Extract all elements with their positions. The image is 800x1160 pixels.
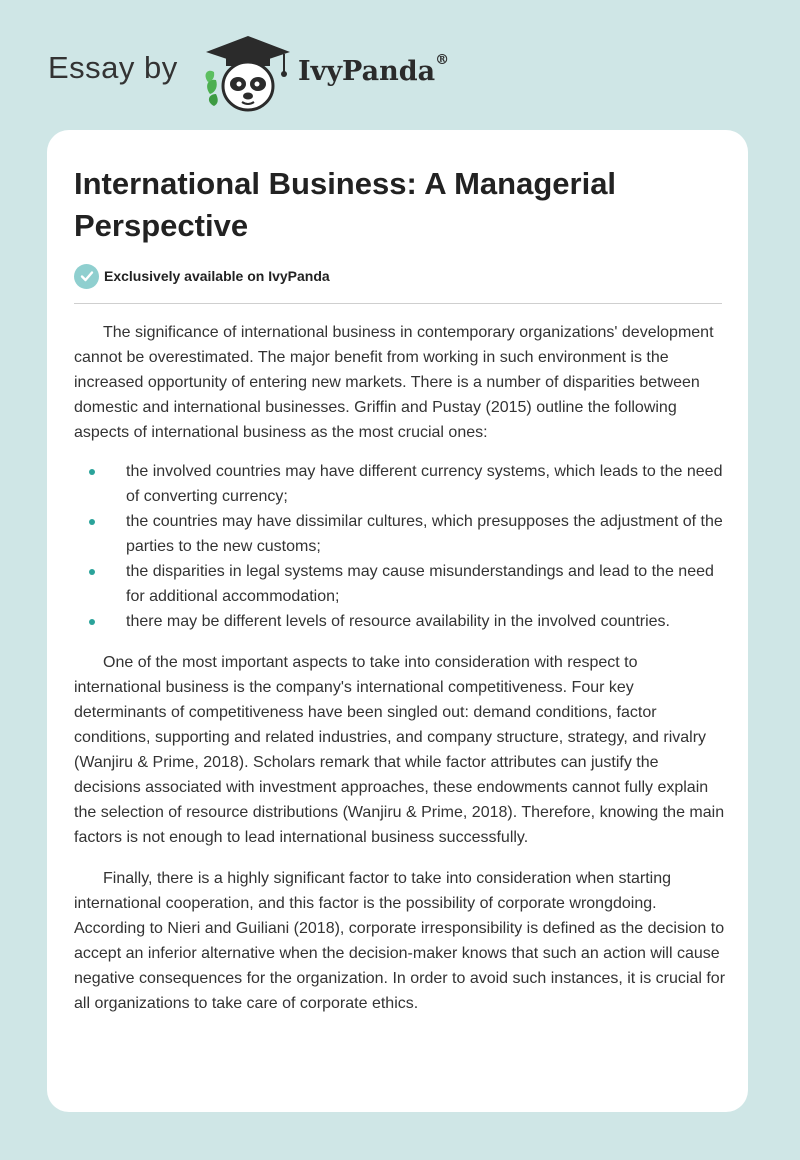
- check-icon: [74, 264, 99, 289]
- exclusive-badge: [74, 263, 330, 289]
- list-item: the involved countries may have different currency systems, which leads to the need of converting currency;: [126, 459, 729, 509]
- list-item: the disparities in legal systems may cause misunderstandings and lead to the need for additional accommodation;: [126, 559, 729, 609]
- ivypanda-panda-logo-icon[interactable]: [200, 34, 296, 114]
- list-item: there may be different levels of resource availability in the involved countries.: [126, 609, 729, 634]
- exclusive-badge-text: Exclusively available on IvyPanda: [104, 268, 330, 284]
- paragraph: The significance of international business in contemporary organizations' development cannot be overestimated. The major benefit from working in such environment is the increased opportunity of entering new markets. There is a number of disparities between domestic and international businesses. Griffin and Pustay (2015) outline the following aspects of international business as the most crucial ones:: [74, 324, 714, 441]
- site-header: [48, 30, 748, 110]
- page-title: International Business: A Managerial Perspective: [74, 166, 617, 243]
- bullet-list: [74, 459, 729, 634]
- essay-card: [47, 130, 748, 1112]
- paragraph: Finally, there is a highly significant factor to take into consideration when starting international cooperation, and this factor is the possibility of corporate wrongdoing. According to Nieri and Guiliani (2018), corporate irresponsibility is defined as the decision to accept an inferior alternative when the decision-maker knows that such an action will cause negative consequences for the organization. In order to avoid such instances, it is crucial for all organizations to take care of corporate ethics.: [74, 870, 726, 1012]
- divider: [74, 303, 722, 304]
- paragraph: One of the most important aspects to take into consideration with respect to international business is the company's international competitiveness. Four key determinants of competitiveness have been singled out: demand conditions, factor conditions, supporting and related industries, and company structure, strategy, and rivalry (Wanjiru & Prime, 2018). Scholars remark that while factor attributes can justify the decisions associated with investment approaches, these endowments cannot fully explain the selection of resource distributions (Wanjiru & Prime, 2018). Therefore, knowing the main factors is not enough to lead international business successfully.: [74, 654, 725, 846]
- essay-body: [74, 320, 729, 1016]
- essay-by-label: Essay by: [48, 50, 178, 85]
- brand-name[interactable]: IvyPanda®: [298, 52, 450, 87]
- list-item: the countries may have dissimilar cultures, which presupposes the adjustment of the parties to the new customs;: [126, 509, 729, 559]
